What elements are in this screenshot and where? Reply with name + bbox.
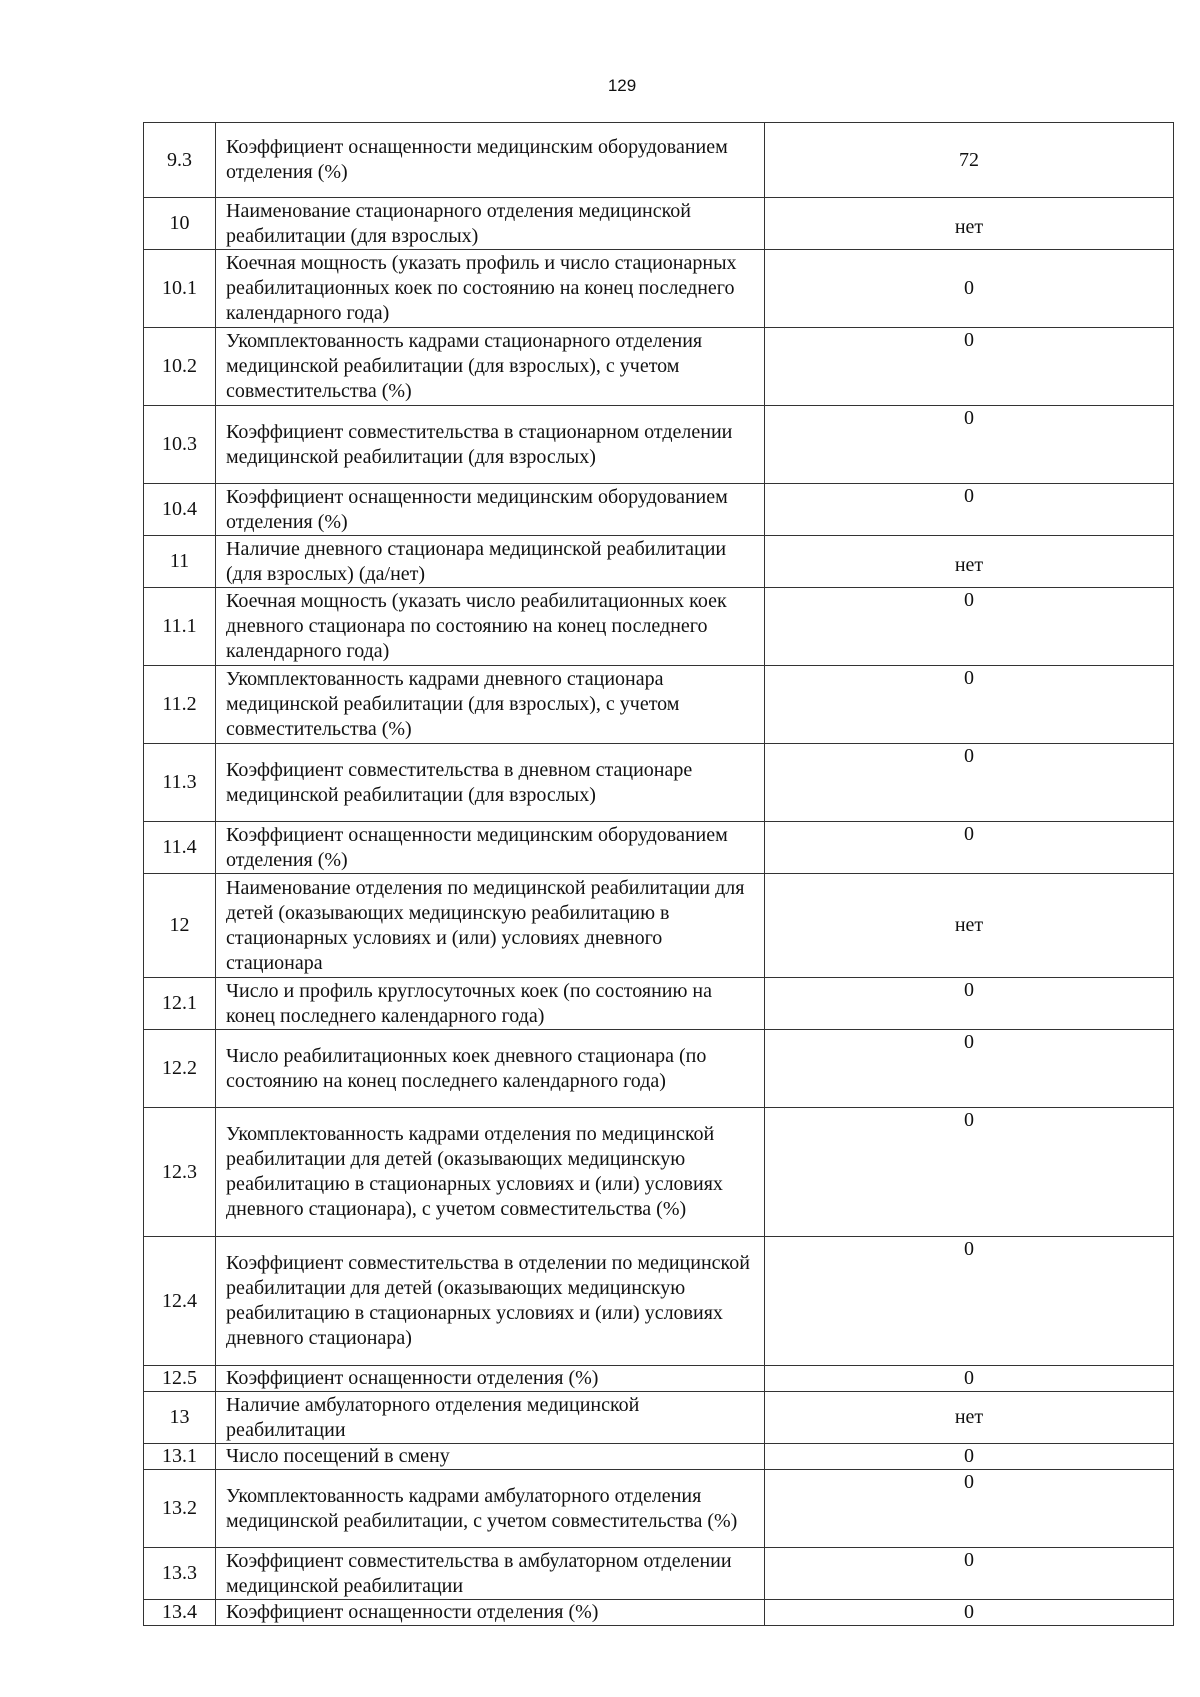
row-name: Укомплектованность кадрами дневного стационара медицинской реабилитации (для взрослых), с учетом совместительства (%)	[216, 666, 765, 744]
row-value: 0	[765, 484, 1174, 536]
table-row	[144, 1237, 1174, 1366]
row-number: 10.4	[144, 484, 216, 536]
row-name: Коэффициент оснащенности отделения (%)	[216, 1600, 765, 1626]
row-number: 12.2	[144, 1030, 216, 1108]
row-value: нет	[765, 198, 1174, 250]
table-row	[144, 874, 1174, 978]
row-name: Коечная мощность (указать число реабилитационных коек дневного стационара по состоянию на конец последнего календарного года)	[216, 588, 765, 666]
table-row	[144, 1030, 1174, 1108]
table-row	[144, 744, 1174, 822]
row-number: 13.4	[144, 1600, 216, 1626]
row-number: 13.2	[144, 1470, 216, 1548]
table-row	[144, 1600, 1174, 1626]
row-name: Коечная мощность (указать профиль и число стационарных реабилитационных коек по состоянию на конец последнего календарного года)	[216, 250, 765, 328]
row-name: Коэффициент совместительства в амбулаторном отделении медицинской реабилитации	[216, 1548, 765, 1600]
row-value: 0	[765, 978, 1174, 1030]
table-row	[144, 536, 1174, 588]
row-value: 0	[765, 1470, 1174, 1548]
row-number: 10.3	[144, 406, 216, 484]
row-name: Число и профиль круглосуточных коек (по состоянию на конец последнего календарного года)	[216, 978, 765, 1030]
row-number: 13	[144, 1392, 216, 1444]
row-number: 13.1	[144, 1444, 216, 1470]
row-name: Укомплектованность кадрами отделения по медицинской реабилитации для детей (оказывающих медицинскую реабилитацию в стационарных условиях и (или) условиях дневного стационара), с учетом совместительства (%)	[216, 1108, 765, 1237]
row-number: 12.5	[144, 1366, 216, 1392]
row-name: Коэффициент совместительства в стационарном отделении медицинской реабилитации (для взрослых)	[216, 406, 765, 484]
row-value: нет	[765, 874, 1174, 978]
table-row	[144, 406, 1174, 484]
row-name: Укомплектованность кадрами стационарного отделения медицинской реабилитации (для взрослых), с учетом совместительства (%)	[216, 328, 765, 406]
row-value: 0	[765, 1030, 1174, 1108]
row-value: 0	[765, 1548, 1174, 1600]
row-value: 0	[765, 822, 1174, 874]
row-name: Число реабилитационных коек дневного стационара (по состоянию на конец последнего календарного года)	[216, 1030, 765, 1108]
table-row	[144, 328, 1174, 406]
row-number: 10.2	[144, 328, 216, 406]
row-value: 72	[765, 123, 1174, 198]
row-name: Коэффициент совместительства в отделении по медицинской реабилитации для детей (оказывающих медицинскую реабилитацию в стационарных условиях и (или) условиях дневного стационара)	[216, 1237, 765, 1366]
row-number: 12.1	[144, 978, 216, 1030]
table-row	[144, 1366, 1174, 1392]
row-name: Коэффициент оснащенности медицинским оборудованием отделения (%)	[216, 484, 765, 536]
row-value: 0	[765, 1366, 1174, 1392]
row-number: 12	[144, 874, 216, 978]
table-row	[144, 250, 1174, 328]
table-row	[144, 1392, 1174, 1444]
row-name: Наименование отделения по медицинской реабилитации для детей (оказывающих медицинскую реабилитацию в стационарных условиях и (или) условиях дневного стационара	[216, 874, 765, 978]
row-value: 0	[765, 1600, 1174, 1626]
row-name: Укомплектованность кадрами амбулаторного отделения медицинской реабилитации, с учетом совместительства (%)	[216, 1470, 765, 1548]
row-number: 10	[144, 198, 216, 250]
row-name: Коэффициент совместительства в дневном стационаре медицинской реабилитации (для взрослых)	[216, 744, 765, 822]
table-row	[144, 1470, 1174, 1548]
row-value: 0	[765, 328, 1174, 406]
table-row	[144, 666, 1174, 744]
page-number: 129	[607, 76, 637, 95]
row-value: 0	[765, 1444, 1174, 1470]
row-value: 0	[765, 666, 1174, 744]
row-value: 0	[765, 588, 1174, 666]
row-number: 11.1	[144, 588, 216, 666]
table-row	[144, 588, 1174, 666]
row-value: нет	[765, 536, 1174, 588]
row-value: 0	[765, 744, 1174, 822]
indicators-table	[143, 122, 1174, 1626]
row-value: 0	[765, 1108, 1174, 1237]
row-number: 9.3	[144, 123, 216, 198]
table-row	[144, 1548, 1174, 1600]
row-value: 0	[765, 250, 1174, 328]
row-number: 11.4	[144, 822, 216, 874]
row-number: 11.2	[144, 666, 216, 744]
row-name: Коэффициент оснащенности отделения (%)	[216, 1366, 765, 1392]
row-value: 0	[765, 406, 1174, 484]
row-value: нет	[765, 1392, 1174, 1444]
table-row	[144, 123, 1174, 198]
row-name: Коэффициент оснащенности медицинским оборудованием отделения (%)	[216, 123, 765, 198]
table-row	[144, 1108, 1174, 1237]
table-row	[144, 198, 1174, 250]
row-name: Коэффициент оснащенности медицинским оборудованием отделения (%)	[216, 822, 765, 874]
table-row	[144, 978, 1174, 1030]
row-name: Наличие дневного стационара медицинской реабилитации (для взрослых) (да/нет)	[216, 536, 765, 588]
row-number: 11	[144, 536, 216, 588]
row-value: 0	[765, 1237, 1174, 1366]
table-row	[144, 822, 1174, 874]
row-number: 12.4	[144, 1237, 216, 1366]
row-name: Наименование стационарного отделения медицинской реабилитации (для взрослых)	[216, 198, 765, 250]
row-number: 13.3	[144, 1548, 216, 1600]
row-number: 10.1	[144, 250, 216, 328]
table-row	[144, 484, 1174, 536]
row-number: 11.3	[144, 744, 216, 822]
row-name: Число посещений в смену	[216, 1444, 765, 1470]
table-row	[144, 1444, 1174, 1470]
row-name: Наличие амбулаторного отделения медицинской реабилитации	[216, 1392, 765, 1444]
row-number: 12.3	[144, 1108, 216, 1237]
